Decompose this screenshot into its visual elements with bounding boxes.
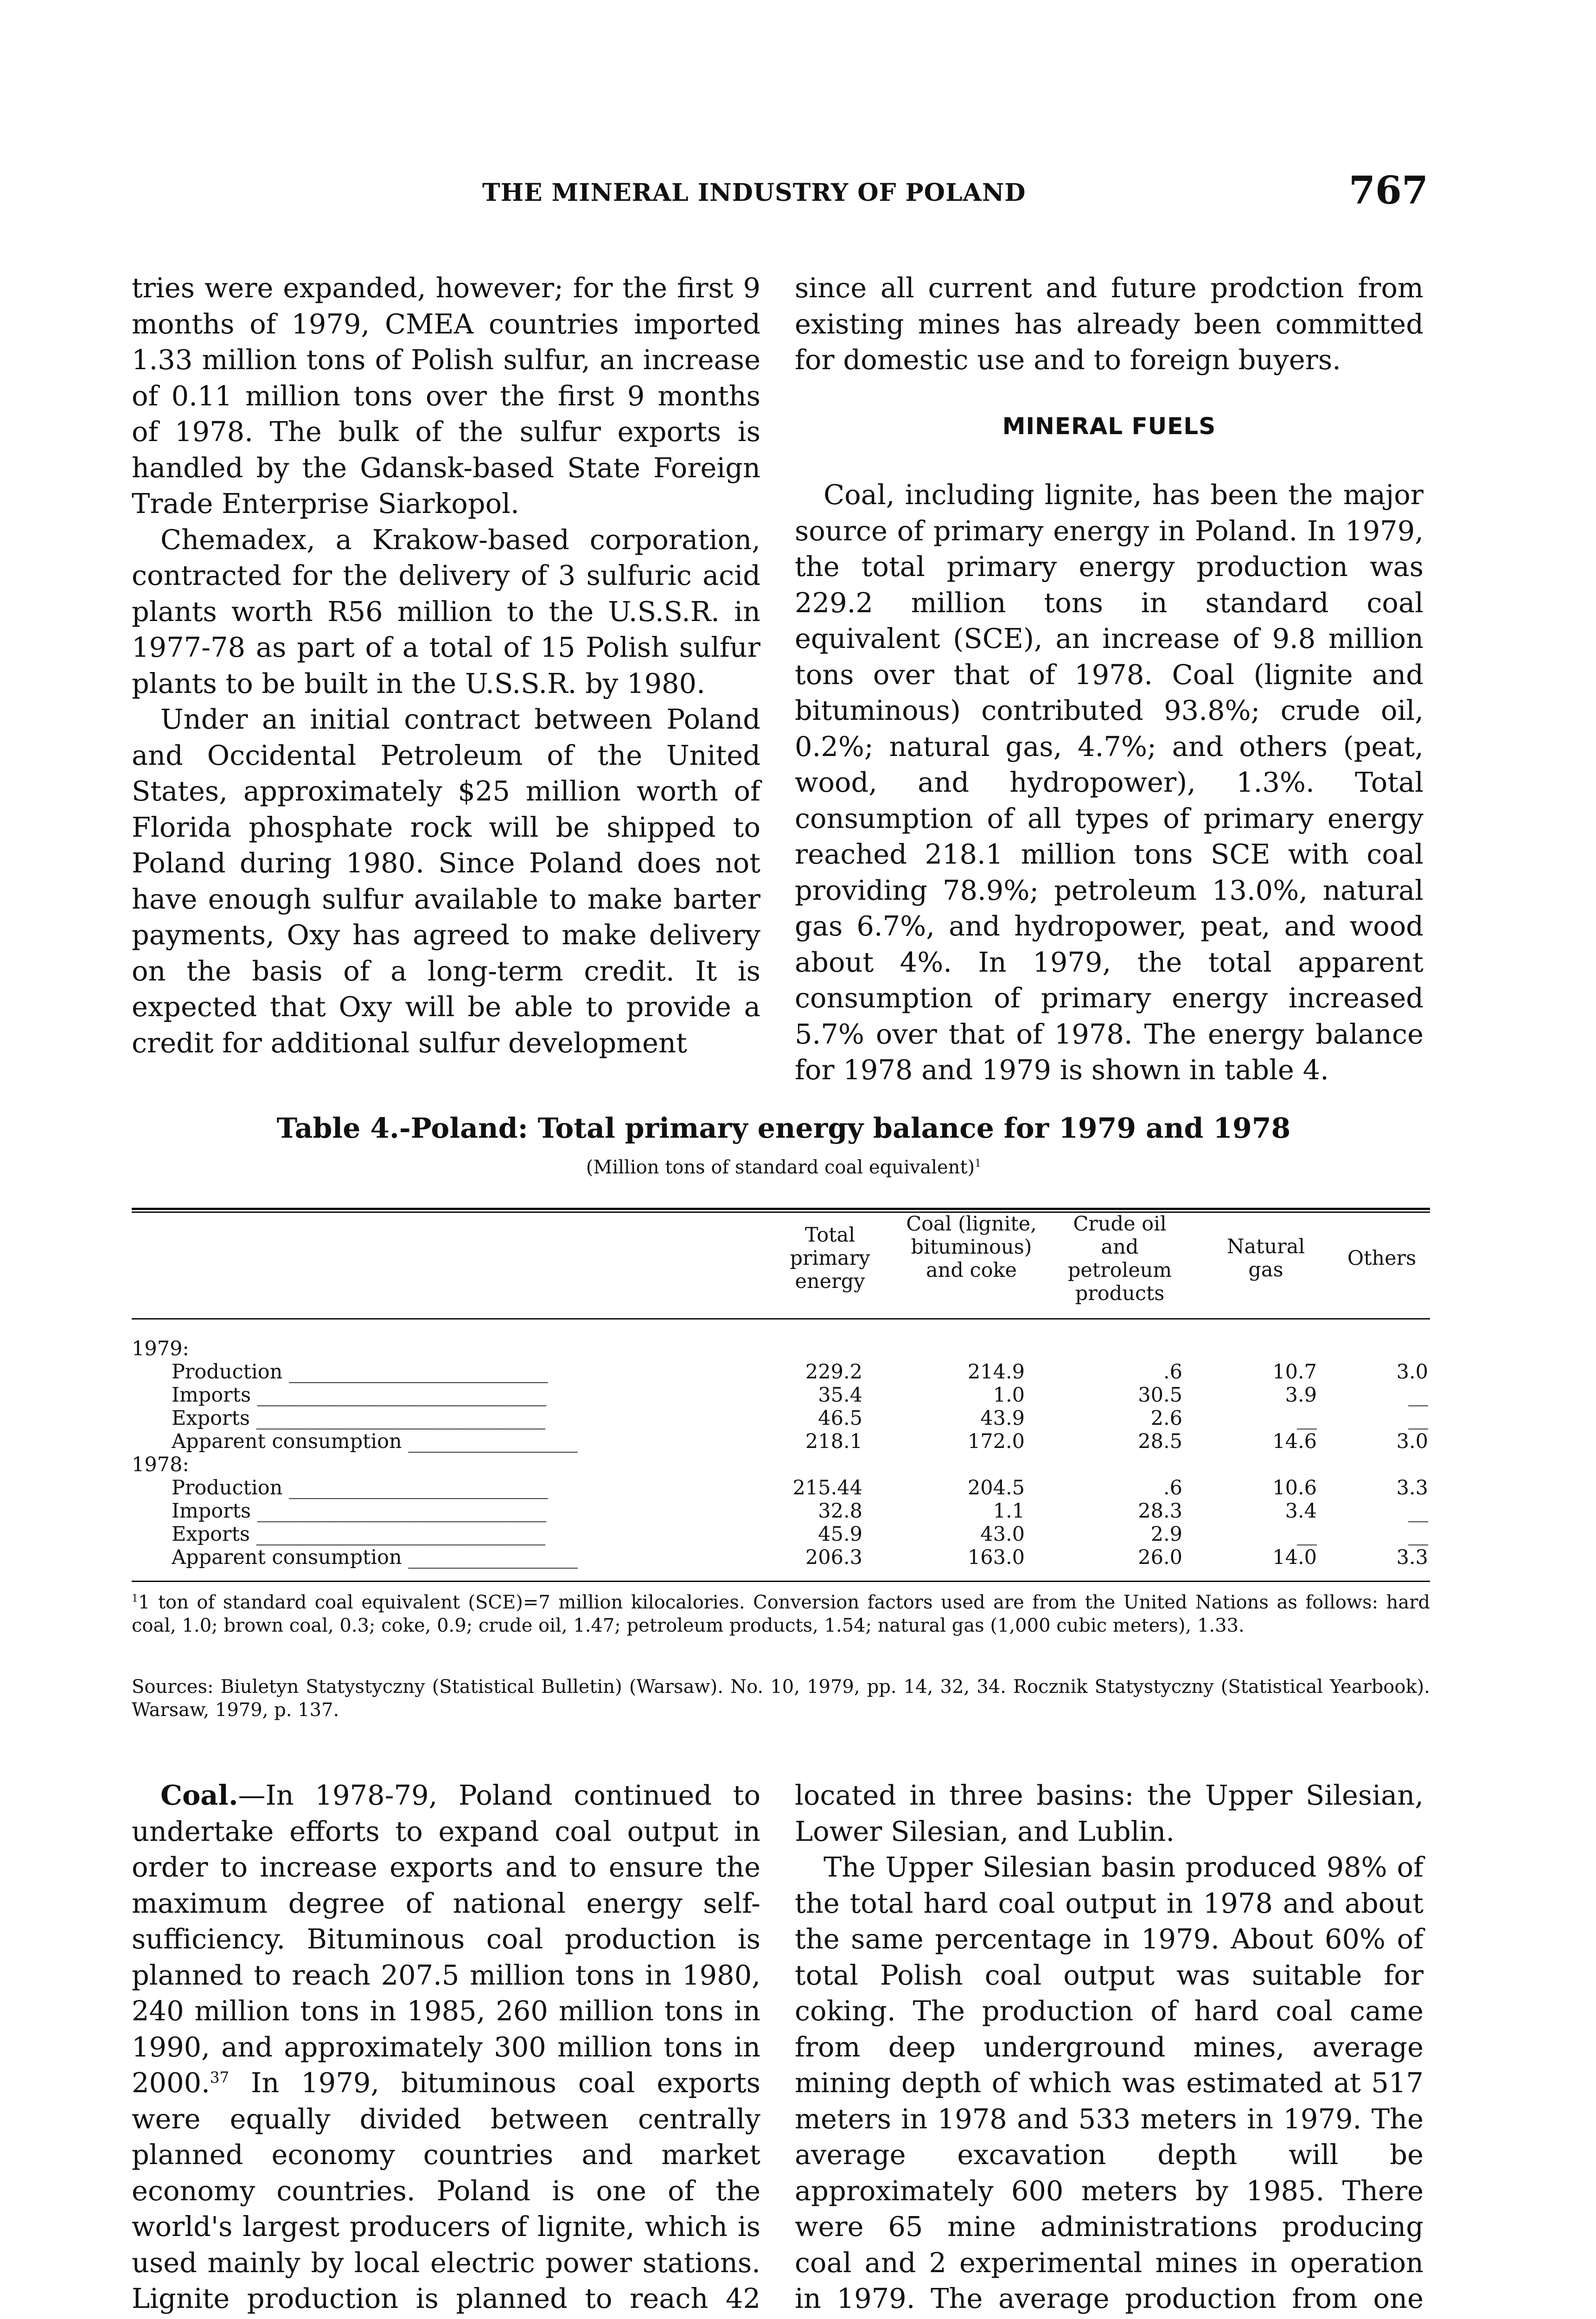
table-cell: 163.0: [967, 1546, 1025, 1569]
table-cell: 172.0: [967, 1430, 1025, 1453]
page-number: 767: [1348, 168, 1428, 213]
table-cell: __: [1408, 1384, 1428, 1407]
paragraph: [132, 1777, 760, 2319]
leader-dots: _____________________________: [251, 1384, 547, 1407]
table-cell: 35.4: [818, 1384, 862, 1407]
table-cell: 3.0: [1396, 1360, 1428, 1384]
column-header-others: Others: [1347, 1247, 1417, 1270]
row-label: [172, 1407, 545, 1430]
paragraph: Chemadex, a Krakow-based corporation, contracted for the delivery of 3 sulfuric acid plants worth R56 million to the U.S.S.R. in 1977-78 as part of a total of 15 Polish sulfur plants to be built in the U.S.S.R. by 1980.: [132, 523, 760, 699]
table-footnote: [132, 1591, 1430, 1637]
leader-dots: __________________________: [282, 1476, 548, 1499]
group-label-1979: 1979:: [132, 1337, 189, 1360]
table-cell: 14.0: [1272, 1546, 1317, 1569]
leader-dots: _________________: [402, 1430, 578, 1453]
table-cell: 215.44: [792, 1476, 862, 1499]
table-cell: 30.5: [1138, 1384, 1182, 1407]
table-cell: 43.0: [980, 1523, 1025, 1546]
table-subtitle: [139, 1157, 1428, 1178]
table-header-rule: [132, 1318, 1430, 1320]
table-cell: 43.9: [980, 1407, 1025, 1430]
row-label-text: Exports: [172, 1407, 250, 1430]
table-cell: 28.5: [1138, 1430, 1182, 1453]
paragraph: Under an initial contract between Poland and Occidental Petroleum of the United States, approximately $25 million worth of Florida phosphate rock will be shipped to Poland during 1980. Since Poland does not have enough sulfur available to make barter payments, Oxy has agreed to make delivery on the basis of a long-term credit. It is expected that Oxy will be able to provide a credit for additional sulfur development: [132, 703, 760, 1059]
leader-dots: _____________________________: [249, 1523, 546, 1546]
table-cell: 3.4: [1285, 1499, 1317, 1523]
table-cell: 3.0: [1396, 1430, 1428, 1453]
column-header-coal: Coal (lignite, bituminous) and coke: [906, 1212, 1037, 1282]
row-label: [172, 1523, 545, 1546]
table-top-rule-inner: [132, 1211, 1430, 1213]
table-cell: __: [1408, 1523, 1428, 1546]
paragraph: tries were expanded, however; for the first 9 months of 1979, CMEA countries imported 1.33 million tons of Polish sulfur, an increase of 0.11 million tons over the first 9 months of 1978. The bulk of the sulfur exports is handled by the Gdansk-based State Foreign Trade Enterprise Siarkopol.: [132, 272, 760, 519]
table-cell: __: [1408, 1407, 1428, 1430]
column-header-gas: Natural gas: [1226, 1235, 1305, 1281]
paragraph: Coal, including lignite, has been the major source of primary energy in Poland. In 1979, the total primary energy production was 229.2 million tons in standard coal equivalent (SCE), an increase of 9.8 million tons over that of 1978. Coal (lignite and bituminous) contributed 93.8%; crude oil, 0.2%; natural gas, 4.7%; and others (peat, wood, and hydropower), 1.3%. Total consumption of all types of primary energy reached 218.1 million tons SCE with coal providing 78.9%; petroleum 13.0%, natural gas 6.7%, and hydropower, peat, and wood about 4%. In 1979, the total apparent consumption of primary energy increased 5.7% over that of 1978. The energy balance for 1978 and 1979 is shown in table 4.: [795, 479, 1424, 1086]
table-title: Table 4.-Poland: Total primary energy balance for 1979 and 1978: [276, 1112, 1291, 1145]
table-cell: 2.6: [1150, 1407, 1182, 1430]
table-cell: 45.9: [818, 1523, 862, 1546]
row-label-text: Production: [172, 1360, 283, 1384]
table-sources: Sources: Biuletyn Statystyczny (Statistical Bulletin) (Warsaw). No. 10, 1979, pp. 14, 32, 34. Rocznik Statystyczny (Statistical Yearbook). Warsaw, 1979, p. 137.: [132, 1676, 1430, 1721]
table-cell: 14.6: [1272, 1430, 1317, 1453]
table-cell: 218.1: [805, 1430, 862, 1453]
table-cell: 206.3: [805, 1546, 862, 1569]
paragraph: located in three basins: the Upper Silesian, Lower Silesian, and Lublin.: [795, 1779, 1424, 1847]
paragraph: The Upper Silesian basin produced 98% of the total hard coal output in 1978 and about the same percentage in 1979. About 60% of total Polish coal output was suitable for coking. The production of hard coal came from deep underground mines, average mining depth of which was estimated at 517 meters in 1978 and 533 meters in 1979. The average excavation depth will be approximately 600 meters by 1985. There were 65 mine administrations producing coal and 2 experimental mines in operation in 1979. The average production from one: [795, 1851, 1424, 2314]
leader-dots: __________________________: [282, 1360, 548, 1384]
section-heading: MINERAL FUELS: [1002, 412, 1216, 440]
table-top-rule: [132, 1208, 1430, 1210]
row-label: [172, 1546, 578, 1569]
table-cell: 214.9: [967, 1360, 1025, 1384]
row-label: [172, 1430, 578, 1453]
column-header-total: Total primary energy: [790, 1224, 870, 1293]
column-header-oil: Crude oil and petroleum products: [1067, 1212, 1172, 1305]
table-bottom-rule: [132, 1581, 1430, 1582]
bottom-left-column: [132, 1777, 760, 2319]
footnote-text: 1 ton of standard coal equivalent (SCE)=7 million kilocalories. Conversion factors used are from the United Nations as follows: hard coal, 1.0; brown coal, 0.3; coke, 0.9; crude oil, 1.47; petroleum products, 1.54; natural gas (1,000 cubic meters), 1.33.: [132, 1592, 1430, 1636]
group-label-1978: 1978:: [132, 1453, 189, 1476]
running-header: [139, 168, 1428, 220]
table-cell: __: [1297, 1407, 1317, 1430]
leader-dots: _____________________________: [251, 1499, 547, 1523]
row-label-text: Production: [172, 1476, 283, 1499]
table-cell: 1.0: [993, 1384, 1025, 1407]
row-label: [172, 1360, 548, 1384]
table-subtitle-text: (Million tons of standard coal equivalent): [586, 1157, 975, 1178]
table-cell: __: [1408, 1499, 1428, 1523]
leader-dots: _________________: [402, 1546, 578, 1569]
table-cell: 46.5: [818, 1407, 862, 1430]
running-title: THE MINERAL INDUSTRY OF POLAND: [482, 179, 1026, 207]
table-cell: 3.3: [1396, 1546, 1428, 1569]
table-cell: .6: [1163, 1360, 1182, 1384]
top-right-column: [795, 270, 1424, 1088]
table-cell: .6: [1163, 1476, 1182, 1499]
run-in-heading: Coal.: [160, 1779, 238, 1811]
paragraph-text: In 1979, bituminous coal exports were equally divided between centrally planned economy countries and market economy countries. Poland is one of the world's largest producers of lignite, which is used mainly by local electric power stations. Lignite production is planned to reach 42: [132, 2067, 760, 2314]
reference-mark: 37: [210, 2069, 230, 2087]
row-label-text: Imports: [172, 1499, 251, 1523]
table-cell: 26.0: [1138, 1546, 1182, 1569]
row-label-text: Apparent consumption: [172, 1546, 402, 1569]
top-left-column: [132, 270, 760, 1061]
table-cell: 28.3: [1138, 1499, 1182, 1523]
bottom-right-column: [795, 1777, 1424, 2319]
table-cell: 229.2: [805, 1360, 862, 1384]
table-cell: 1.1: [993, 1499, 1025, 1523]
table-cell: 204.5: [967, 1476, 1025, 1499]
table-subtitle-note-mark: 1: [975, 1158, 982, 1170]
paragraph: since all current and future prodction from existing mines has already been committed for domestic use and to foreign buyers.: [795, 272, 1424, 376]
paragraph-text: —In 1978-79, Poland continued to undertake efforts to expand coal output in order to increase exports and to ensure the maximum degree of national energy self-sufficiency. Bituminous coal production is planned to reach 207.5 million tons in 1980, 240 million tons in 1985, 260 million tons in 1990, and approximately 300 million tons in 2000.: [132, 1779, 760, 2099]
table-cell: 32.8: [818, 1499, 862, 1523]
row-label-text: Exports: [172, 1523, 250, 1546]
row-label: [172, 1476, 548, 1499]
table-cell: 10.6: [1272, 1476, 1317, 1499]
footnote-mark: 1: [132, 1593, 138, 1605]
row-label: [172, 1384, 546, 1407]
table-cell: 3.9: [1285, 1384, 1317, 1407]
row-label-text: Apparent consumption: [172, 1430, 402, 1453]
row-label: [172, 1499, 546, 1523]
table-cell: 10.7: [1272, 1360, 1317, 1384]
table-cell: 2.9: [1150, 1523, 1182, 1546]
leader-dots: _____________________________: [249, 1407, 546, 1430]
table-cell: __: [1297, 1523, 1317, 1546]
row-label-text: Imports: [172, 1384, 251, 1407]
table-cell: 3.3: [1396, 1476, 1428, 1499]
